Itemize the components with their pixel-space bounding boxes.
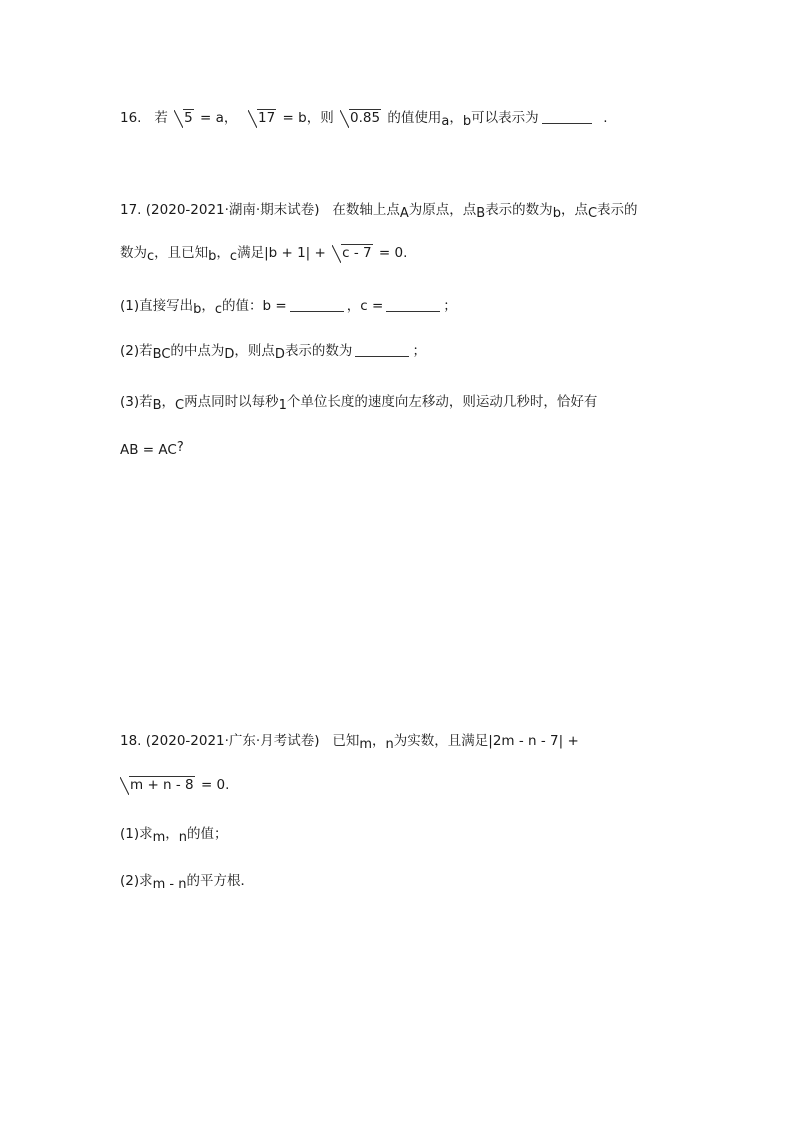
answer-blank-d[interactable] (355, 340, 409, 357)
part-text: ，则点 (234, 343, 275, 359)
var-a: a (441, 114, 450, 129)
q17-part-3-cont (120, 436, 184, 460)
q17-part-3 (120, 390, 597, 414)
q16-text: = b，则 (282, 110, 334, 126)
q17-part-1 (120, 294, 457, 318)
q17-source: (2020-2021·湖南·期末试卷) (145, 202, 320, 218)
sqrt-5 (174, 106, 194, 130)
q18-line-1 (120, 729, 579, 753)
speed-value: 1 (278, 398, 287, 413)
q16-number: 16. (120, 110, 142, 126)
part-text: (2)若 (120, 343, 153, 359)
answer-blank-b[interactable] (290, 295, 344, 312)
part-text: 个单位长度的速度向左移动，则运动几秒时，恰好有 (286, 394, 598, 410)
q18-text: 为实数，且满足 (393, 733, 489, 749)
var-m: m (152, 830, 166, 845)
q18-part-2 (120, 869, 254, 893)
q17-text: 为原点，点 (408, 202, 477, 218)
q16-text: 若 (154, 110, 168, 126)
q17-text: ， (216, 245, 230, 261)
part-text: (3)若 (120, 394, 153, 410)
q16-text: = a， (200, 110, 238, 126)
answer-blank-c[interactable] (386, 295, 440, 312)
radicand: c - 7 (342, 245, 372, 261)
q16-end: . (603, 110, 608, 126)
part-text: (1)求 (120, 826, 153, 842)
q17-part-2 (120, 339, 426, 363)
var-c: c (214, 302, 223, 317)
sqrt-m-plus-n-minus-8 (120, 773, 195, 797)
question-mark: ? (176, 440, 184, 455)
part-text: 的中点为 (170, 343, 225, 359)
point-d: D (274, 347, 285, 362)
point-b: B (476, 206, 486, 221)
answer-blank[interactable] (542, 107, 592, 124)
part-text: 的值：b = (222, 298, 287, 314)
point-a: A (399, 206, 409, 221)
var-n: n (385, 737, 394, 752)
q17-line-1 (120, 198, 638, 222)
part-text: ； (412, 343, 426, 359)
part-text: ， (161, 394, 176, 410)
var-b: b (462, 114, 472, 129)
point-c: C (587, 206, 598, 221)
part-text: 两点同时以每秒 (184, 394, 279, 410)
q18-text: ， (372, 733, 386, 749)
radicand: m + n - 8 (130, 777, 194, 793)
sqrt-0-85 (340, 106, 381, 130)
q17-number: 17. (120, 202, 142, 218)
point-b: B (152, 398, 162, 413)
q17-line-2 (120, 241, 407, 265)
q17-text: 在数轴上点 (332, 202, 400, 218)
q17-text: 数为 (120, 245, 147, 261)
q17-text: 表示的数为 (485, 202, 553, 218)
var-m: m (359, 737, 373, 752)
var-b: b (552, 206, 561, 221)
part-text: 的平方根． (186, 873, 254, 889)
radicand: 17 (258, 110, 276, 126)
part-text: 表示的数为 (284, 343, 353, 359)
part-text: ； (443, 298, 457, 314)
sqrt-c-minus-7 (332, 241, 372, 265)
q18-part-1 (120, 822, 228, 846)
radicand: 0.85 (350, 110, 381, 126)
segment-bc: BC (152, 347, 171, 362)
q18-number: 18. (120, 733, 142, 749)
q18-text: 已知 (332, 733, 360, 749)
q16-text: ， (449, 110, 463, 126)
point-d: D (224, 347, 235, 362)
q17-text: 满足 (237, 245, 265, 261)
var-n: n (178, 830, 188, 845)
var-c: c (229, 249, 238, 264)
part-text: ， (165, 826, 179, 842)
var-b: b (208, 249, 217, 264)
part-text: (1)直接写出 (120, 298, 194, 314)
q16-text: 的值使用 (387, 110, 442, 126)
q17-text: = 0. (378, 245, 408, 261)
expression-m-minus-n: m - n (152, 877, 187, 892)
part-text: (2)求 (120, 873, 153, 889)
q18-source: (2020-2021·广东·月考试卷) (145, 733, 320, 749)
var-c: c (147, 249, 155, 264)
part-text: ，c = (346, 298, 384, 314)
part-text: 的值； (187, 826, 228, 842)
abs-expression: |2m - n - 7| + (488, 733, 579, 749)
radicand: 5 (184, 110, 193, 126)
q18-text: = 0. (200, 777, 230, 793)
var-b: b (193, 302, 202, 317)
part-text: ， (201, 298, 215, 314)
q16-line (120, 106, 607, 130)
q16-text: 可以表示为 (471, 110, 539, 126)
point-c: C (175, 398, 185, 413)
q18-line-2 (120, 773, 229, 797)
equation: AB = AC (120, 442, 177, 458)
q17-text: 表示的 (597, 202, 638, 218)
sqrt-17 (248, 106, 276, 130)
q17-text: ，且已知 (154, 245, 209, 261)
q17-text: ，点 (560, 202, 588, 218)
abs-expression: |b + 1| + (264, 245, 326, 261)
